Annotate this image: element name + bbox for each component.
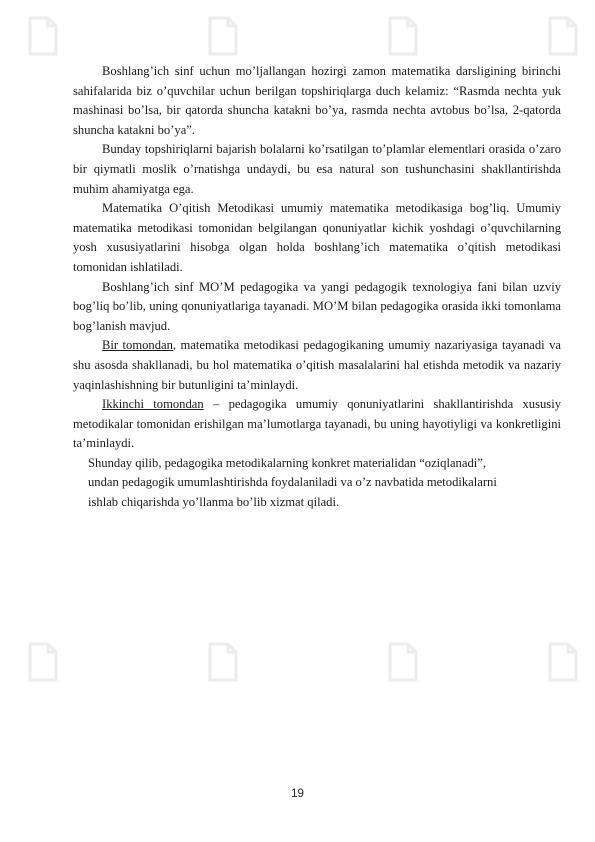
paragraph-5-text: , matematika metodikasi pedagogikaning umumiy nazariyasiga tayanadi va shu asosda shakllanadi, bu hol matematika o’qitish masalalarini hal etishda metodik va nazariy yaqinlashishning bir butunligini ta’minlaydi. (73, 338, 561, 392)
document-body (73, 62, 561, 513)
paragraph-5 (73, 336, 561, 395)
document-watermark-icon (200, 14, 244, 58)
document-watermark-icon (540, 640, 584, 684)
paragraph-4: Boshlang’ich sinf MO’M pedagogika va yangi pedagogik texnologiya fani bilan uzviy bog’liq bo’lib, uning qonuniyatlariga tayanadi. MO’M bilan pedagogika orasida ikki tomonlama bog’lanish mavjud. (73, 279, 561, 333)
document-watermark-icon (200, 640, 244, 684)
document-watermark-icon (20, 640, 64, 684)
document-watermark-icon (540, 14, 584, 58)
summary-line-1: Shunday qilib, pedagogika metodikalarning konkret materialidan “oziqlanadi”, (88, 455, 486, 470)
paragraph-5-lead: Bir tomondan (102, 338, 173, 353)
document-watermark-icon (380, 640, 424, 684)
paragraph-1: Boshlang’ich sinf uchun mo’ljallangan hozirgi zamon matematika darsligining birinchi sahifalarida biz o’quvchilar uchun berilgan topshiriqlarga duch kelamiz: “Rasmda nechta yuk mashinasi bo’lsa, bir qatorda shuncha katakni bo’ya, rasmda nechta avtobus bo’lsa, 2-qatorda shuncha katakni bo’ya”. (73, 64, 561, 137)
paragraph-2: Bunday topshiriqlarni bajarish bolalarni ko’rsatilgan to’plamlar elementlari orasida o’zaro bir qiymatli moslik o’rnatishga undaydi, bu esa natural son tushunchasini shakllantirishda muhim ahamiyatga ega. (73, 142, 561, 196)
document-watermark-icon (20, 14, 64, 58)
paragraph-6-lead: Ikkinchi tomondan (102, 397, 204, 412)
paragraph-3: Matematika O’qitish Metodikasi umumiy matematika metodikasiga bog’liq. Umumiy matematika metodikasi tomonidan belgilangan qonuniyatlar kichik yoshdagi o’quvchilarning yosh xususiyatlarini hisobga olgan holda boshlang’ich matematika o’qitish metodikasi tomonidan ishlatiladi. (73, 201, 561, 274)
summary-line-3: ishlab chiqarishda yo’llanma bo’lib xizmat qiladi. (88, 495, 340, 510)
summary-line-2: undan pedagogik umumlashtirishda foydalaniladi va o’z navbatida metodikalarni (88, 475, 497, 490)
paragraph-6 (73, 395, 561, 454)
document-watermark-icon (380, 14, 424, 58)
paragraph-6-text: – pedagogika umumiy qonuniyatlarini shakllantirishda xususiy metodikalar tomonidan erishilgan ma’lumotlarga tayanadi, bu uning hayotiyligi va konkretligini ta’minlaydi. (73, 397, 561, 451)
page-number: 19 (291, 788, 304, 800)
